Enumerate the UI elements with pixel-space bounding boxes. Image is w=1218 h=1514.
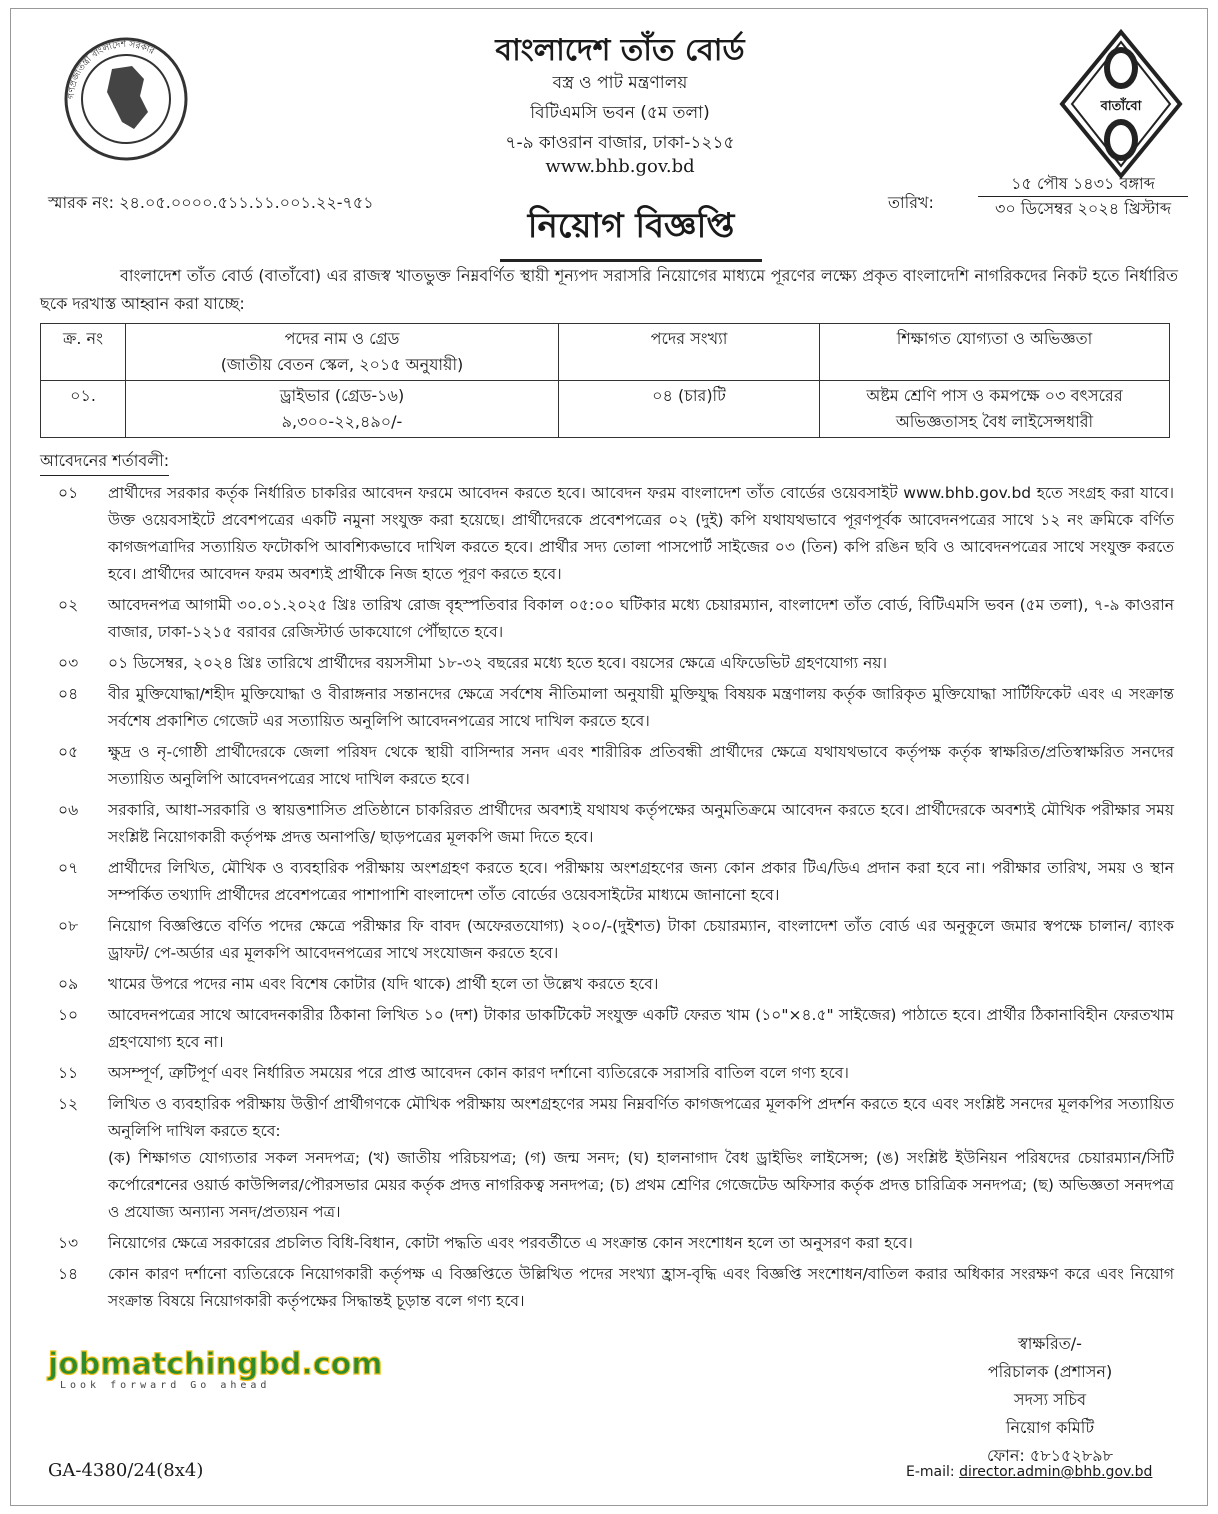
condition-item: ০৬ সরকারি, আধা-সরকারি ও স্বায়ত্তশাসিত প্রতিষ্ঠানে চাকরিরত প্রার্থীদের অবশ্যই যথাযথ কর্তৃপক্ষের অনুমতিক্রমে আবেদন করতে হবে। প্রার্থীদেরকে অবশ্যই মৌখিক পরীক্ষার সময় সংশ্লিষ্ট নিয়োগকারী কর্তৃপক্ষ প্রদত্ত অনাপত্তি/ ছাড়পত্রের মূলকপি জমা দিতে হবে। bbox=[58, 801, 1174, 846]
conditions-heading: আবেদনের শর্তাবলী: bbox=[40, 448, 169, 476]
row-qual-line2: অভিজ্ঞতাসহ বৈধ লাইসেন্সধারী bbox=[895, 412, 1094, 431]
signer-role: সদস্য সচিব bbox=[1014, 1390, 1086, 1409]
signed-label: স্বাক্ষরিত/- bbox=[1018, 1334, 1082, 1353]
notice-title: নিয়োগ বিজ্ঞপ্তি bbox=[500, 200, 762, 262]
condition-item: ০৯ খামের উপরে পদের নাম এবং বিশেষ কোটার (যদি থাকে) প্রার্থী হলে তা উল্লেখ করতে হবে। bbox=[58, 975, 659, 993]
logo-text: বাতাঁবো bbox=[1100, 99, 1142, 114]
condition-item: ১৪ কোন কারণ দর্শানো ব্যতিরেকে নিয়োগকারী কর্তৃপক্ষ এ বিজ্ঞপ্তিতে উল্লিখিত পদের সংখ্যা হ্রাস-বৃদ্ধি এবং বিজ্ঞপ্তি সংশোধন/বাতিল করার অধিকার সংরক্ষণ করে এবং নিয়োগ সংক্রান্ত বিষয়ে নিয়োগকারী কর্তৃপক্ষের সিদ্ধান্তই চূড়ান্ত বলে গণ্য হবে। bbox=[58, 1265, 1174, 1310]
condition-item: ০৪ বীর মুক্তিযোদ্ধা/শহীদ মুক্তিযোদ্ধা ও বীরাঙ্গনার সন্তানদের ক্ষেত্রে সর্বশেষ নীতিমালা অনুযায়ী মুক্তিযুদ্ধ বিষয়ক মন্ত্রণালয় কর্তৃক জারিকৃত মুক্তিযোদ্ধা সার্টিফিকেট এবং এ সংক্রান্ত সর্বশেষ প্রকাশিত গেজেট এর সত্যায়িত অনুলিপি আবেদনপত্রের সাথে দাখিল করতে হবে। bbox=[58, 685, 1174, 730]
condition-item: ০১ প্রার্থীদের সরকার কর্তৃক নির্ধারিত চাকরির আবেদন ফরমে আবেদন করতে হবে। আবেদন ফরম বাংলাদেশ তাঁত বোর্ডের ওয়েবসাইট www.bhb.gov.bd হতে সংগ্রহ করা যাবে। উক্ত ওয়েবসাইটে প্রবেশপত্রের একটি নমুনা সংযুক্ত করা হয়েছে। প্রার্থীদেরকে প্রবেশপত্রের ০২ (দুই) কপি যথাযথভাবে পূরণপূর্বক আবেদনপত্রের সাথে ১২ নং ক্রমিকে বর্ণিত কাগজপত্রাদির সত্যায়িত ফটোকপি আবশ্যিকভাবে দাখিল করতে হবে। প্রার্থীর সদ্য তোলা পাসপোর্ট সাইজের ০৩ (তিন) কপি রঙিন ছবি ও আবেদনপত্রের সাথে সংযুক্ত করতে হবে। প্রার্থীদের আবেদন ফরম অবশ্যই প্রার্থীকে নিজ হাতে পূরণ করতে হবে। bbox=[58, 484, 1174, 583]
email-line bbox=[906, 1464, 1152, 1480]
memo-number: স্মারক নং: ২৪.০৫.০০০০.৫১১.১১.০০১.২২-৭৫১ bbox=[48, 193, 374, 212]
condition-item: ১৩ নিয়োগের ক্ষেত্রে সরকারের প্রচলিত বিধি-বিধান, কোটা পদ্ধতি এবং পরবর্তীতে এ সংক্রান্ত কোন সংশোধন হলে তা অনুসরণ করা হবে। bbox=[58, 1234, 913, 1252]
header-count: পদের সংখ্যা bbox=[559, 324, 820, 381]
ga-code: GA-4380/24(8x4) bbox=[48, 1460, 204, 1481]
email-link[interactable]: director.admin@bhb.gov.bd bbox=[959, 1464, 1153, 1480]
date-bangla: ১৫ পৌষ ১৪৩১ বঙ্গাব্দ bbox=[978, 172, 1188, 197]
row-qual-line1: অষ্টম শ্রেণি পাস ও কমপক্ষে ০৩ বৎসরের bbox=[866, 386, 1123, 405]
condition-item: ০৫ ক্ষুদ্র ও নৃ-গোষ্ঠী প্রার্থীদেরকে জেলা পরিষদ থেকে স্থায়ী বাসিন্দার সনদ এবং শারীরিক প্রতিবন্ধী প্রার্থীদের ক্ষেত্রে যথাযথভাবে কর্তৃপক্ষ কর্তৃক স্বাক্ষরিত/প্রতিস্বাক্ষরিত সনদের সত্যায়িত অনুলিপি আবেদনপত্রের সাথে দাখিল করতে হবে। bbox=[58, 743, 1174, 788]
signer-phone: ফোন: ৫৮১৫২৮৯৮ bbox=[987, 1446, 1113, 1465]
signer-committee: নিয়োগ কমিটি bbox=[1005, 1418, 1095, 1437]
jobmatchingbd-logo bbox=[46, 1346, 396, 1392]
header-qualification: শিক্ষাগত যোগ্যতা ও অভিজ্ঞতা bbox=[820, 324, 1170, 381]
ministry-name: বস্ত্র ও পাট মন্ত্রণালয় bbox=[552, 73, 688, 93]
row-pay-scale: ৯,৩০০-২২,৪৯০/- bbox=[281, 412, 403, 431]
email-label: E-mail: bbox=[906, 1464, 955, 1480]
table-row bbox=[41, 381, 1170, 438]
condition-item: ১২ লিখিত ও ব্যবহারিক পরীক্ষায় উত্তীর্ণ প্রার্থীগণকে মৌখিক পরীক্ষায় অংশগ্রহণের সময় নিম্নবর্ণিত কাগজপত্রের মূলকপি প্রদর্শন করতে হবে এবং সংশ্লিষ্ট সনদের মূলকপির সত্যায়িত অনুলিপি দাখিল করতে হবে: (ক) শিক্ষাগত যোগ্যতার সকল সনদপত্র; (খ) জাতীয় পরিচয়পত্র; (গ) জন্ম সনদ; (ঘ) হালনাগাদ বৈধ ড্রাইভিং লাইসেন্স; (ঙ) সংশ্লিষ্ট ইউনিয়ন পরিষদের চেয়ারম্যান/সিটি কর্পোরেশনের ওয়ার্ড কাউন্সিলর/পৌরসভার মেয়র কর্তৃক প্রদত্ত নাগরিকত্ব সনদপত্র; (চ) প্রথম শ্রেণির গেজেটেড অফিসার কর্তৃক প্রদত্ত চারিত্রিক সনদপত্র; (ছ) অভিজ্ঞতা সনদপত্র ও প্রযোজ্য অন্যান্য সনদ/প্রত্যয়ন পত্র। bbox=[48, 1091, 1174, 1226]
intro-paragraph bbox=[40, 262, 1178, 318]
signer-designation: পরিচালক (প্রশাসন) bbox=[987, 1362, 1113, 1381]
board-logo bbox=[1058, 28, 1184, 180]
seal-text: গণপ্রজাতন্ত্রী বাংলাদেশ সরকার bbox=[66, 39, 156, 100]
address: ৭-৯ কাওরান বাজার, ঢাকা-১২১৫ bbox=[505, 133, 735, 153]
government-seal bbox=[52, 34, 200, 164]
intro-text: বাংলাদেশ তাঁত বোর্ড (বাতাঁবো) এর রাজস্ব খাতভুক্ত নিম্নবর্ণিত স্থায়ী শূন্যপদ সরাসরি নিয়োগের মাধ্যমে পূরণের লক্ষ্যে প্রকৃত বাংলাদেশি নাগরিকদের নিকট হতে নির্ধারিত ছকে দরখাস্ত আহ্বান করা যাচ্ছে: bbox=[40, 266, 1178, 313]
table-header-row bbox=[41, 324, 1170, 381]
condition-item: ০২ আবেদনপত্র আগামী ৩০.০১.২০২৫ খ্রিঃ তারিখ রোজ বৃহস্পতিবার বিকাল ০৫:০০ ঘটিকার মধ্যে চেয়ারম্যান, বাংলাদেশ তাঁত বোর্ড, বিটিএমসি ভবন (৫ম তলা), ৭-৯ কাওরান বাজার, ঢাকা-১২১৫ বরাবর রেজিস্টার্ড ডাকযোগে পৌঁছাতে হবে। bbox=[58, 596, 1174, 641]
signature-block bbox=[900, 1330, 1200, 1470]
posts-table bbox=[40, 323, 1170, 438]
date-box bbox=[978, 172, 1188, 221]
brand-text: jobmatchingbd.com bbox=[48, 1347, 383, 1382]
condition-item: ১০ আবেদনপত্রের সাথে আবেদনকারীর ঠিকানা লিখিত ১০ (দশ) টাকার ডাকটিকেট সংযুক্ত একটি ফেরত খাম (১০"×৪.৫" সাইজের) পাঠাতে হবে। প্রার্থীর ঠিকানাবিহীন ফেরতখাম গ্রহণযোগ্য হবে না। bbox=[58, 1006, 1174, 1051]
condition-item: ০৭ প্রার্থীদের লিখিত, মৌখিক ও ব্যবহারিক পরীক্ষায় অংশগ্রহণ করতে হবে। পরীক্ষায় অংশগ্রহণের জন্য কোন প্রকার টিএ/ডিএ প্রদান করা হবে না। পরীক্ষার তারিখ, সময় ও স্থান সম্পর্কিত তথ্যাদি প্রার্থীদের প্রবেশপত্রের পাশাপাশি বাংলাদেশ তাঁত বোর্ডের ওয়েবসাইটের মাধ্যমে জানানো হবে। bbox=[58, 859, 1174, 904]
row-count: ০৪ (চার)টি bbox=[559, 381, 820, 438]
org-title: বাংলাদেশ তাঁত বোর্ড bbox=[495, 33, 745, 68]
condition-sub-list: (ক) শিক্ষাগত যোগ্যতার সকল সনদপত্র; (খ) জাতীয় পরিচয়পত্র; (গ) জন্ম সনদ; (ঘ) হালনাগাদ বৈধ ড্রাইভিং লাইসেন্স; (ঙ) সংশ্লিষ্ট ইউনিয়ন পরিষদের চেয়ারম্যান/সিটি কর্পোরেশনের ওয়ার্ড কাউন্সিলর/পৌরসভার মেয়র কর্তৃক প্রদত্ত নাগরিকত্ব সনদপত্র; (চ) প্রথম শ্রেণির গেজেটেড অফিসার কর্তৃক প্রদত্ত চারিত্রিক সনদপত্র; (ছ) অভিজ্ঞতা সনদপত্র ও প্রযোজ্য অন্যান্য সনদ/প্রত্যয়ন পত্র। bbox=[108, 1149, 1174, 1221]
website-link[interactable]: www.bhb.gov.bd bbox=[545, 156, 695, 177]
condition-item: ০৮ নিয়োগ বিজ্ঞপ্তিতে বর্ণিত পদের ক্ষেত্রে পরীক্ষার ফি বাবদ (অফেরতযোগ্য) ২০০/-(দুইশত) টাকা চেয়ারম্যান, বাংলাদেশ তাঁত বোর্ড এর অনুকূলে জমার স্বপক্ষে চালান/ ব্যাংক ড্রাফট/ পে-অর্ডার এর মূলকপি আবেদনপত্রের সাথে সংযোজন করতে হবে। bbox=[58, 917, 1174, 962]
date-label: তারিখ: bbox=[888, 193, 934, 212]
row-post bbox=[126, 381, 559, 438]
row-post-name: ড্রাইভার (গ্রেড-১৬) bbox=[279, 386, 405, 405]
header-post-sub: (জাতীয় বেতন স্কেল, ২০১৫ অনুযায়ী) bbox=[220, 355, 464, 374]
building-name: বিটিএমসি ভবন (৫ম তলা) bbox=[530, 103, 710, 123]
condition-item: ০৩ ০১ ডিসেম্বর, ২০২৪ খ্রিঃ তারিখে প্রার্থীদের বয়সসীমা ১৮-৩২ বছরের মধ্যে হতে হবে। বয়সের ক্ষেত্রে এফিডেভিট গ্রহণযোগ্য নয়। bbox=[58, 654, 887, 672]
condition-item: ১১ অসম্পূর্ণ, ত্রুটিপূর্ণ এবং নির্ধারিত সময়ের পরে প্রাপ্ত আবেদন কোন কারণ দর্শানো ব্যতিরেকে সরাসরি বাতিল বলে গণ্য হবে। bbox=[58, 1064, 849, 1082]
header-post-name: পদের নাম ও গ্রেড bbox=[284, 329, 400, 348]
header-post bbox=[126, 324, 559, 381]
row-qualification bbox=[820, 381, 1170, 438]
date-gregorian: ৩০ ডিসেম্বর ২০২৪ খ্রিস্টাব্দ bbox=[994, 199, 1172, 218]
conditions-list bbox=[48, 480, 1174, 1315]
row-serial: ০১. bbox=[41, 381, 126, 438]
brand-tagline: Look forward Go ahead bbox=[60, 1380, 271, 1391]
header-serial: ক্র. নং bbox=[41, 324, 126, 381]
